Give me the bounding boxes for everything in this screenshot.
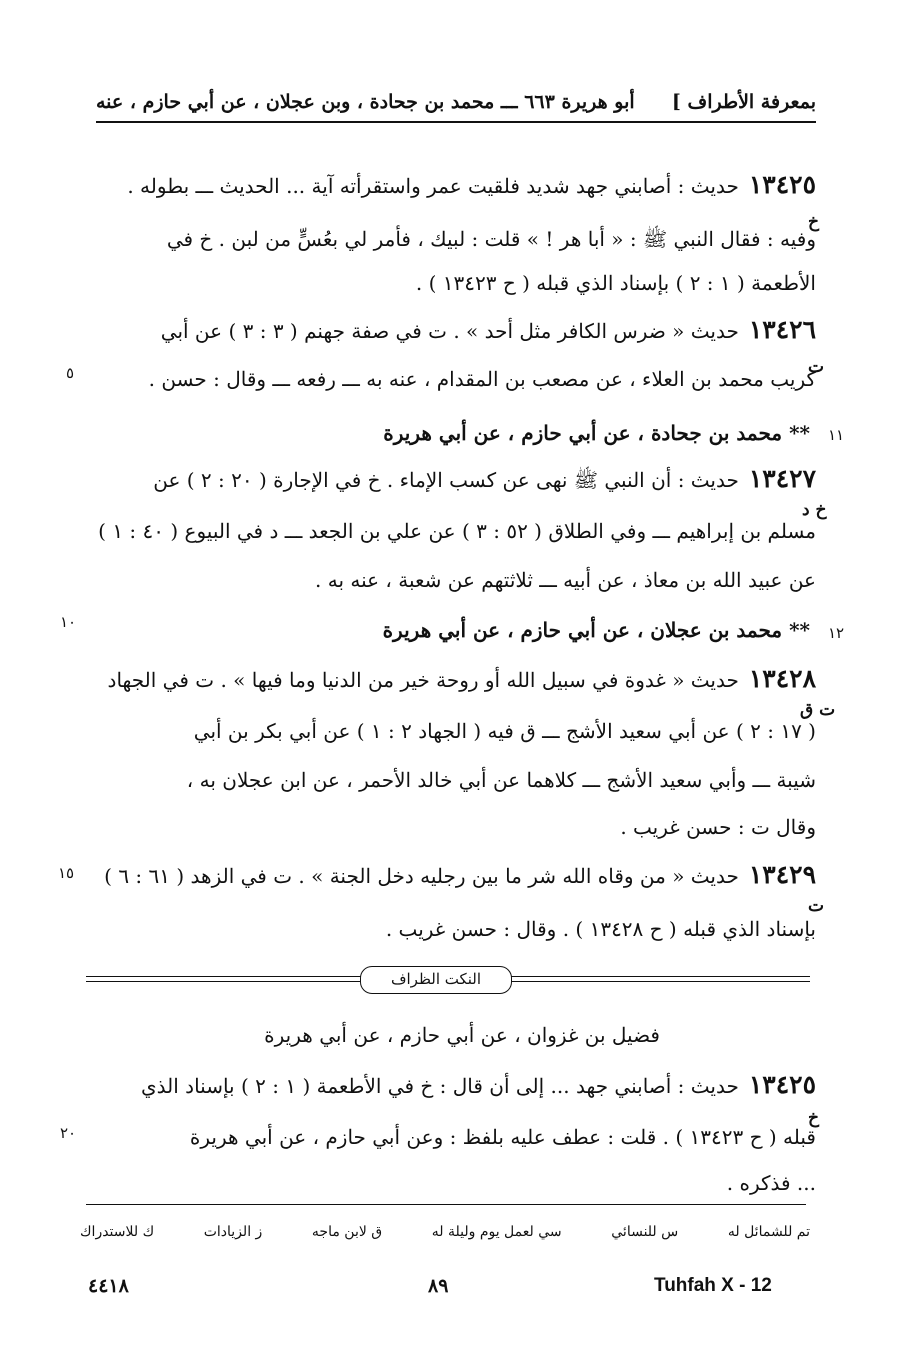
abbreviation-key bbox=[80, 1224, 810, 1240]
header-center: أبو هريرة ٦٦٣ ـــ محمد بن جحادة ، وبن عجلان ، عن أبي حازم ، عنه bbox=[96, 91, 635, 113]
hadith-line bbox=[141, 1070, 816, 1100]
separator-rule bbox=[86, 981, 362, 982]
margin-line-number: ١٠ bbox=[60, 613, 77, 631]
hadith-line bbox=[620, 812, 816, 842]
hadith-text: كريب محمد بن العلاء ، عن مصعب بن المقدام ، عنه به ـــ رفعه ـــ وقال : حسن . bbox=[148, 367, 816, 391]
hadith-line bbox=[149, 364, 816, 394]
hadith-text: ... فذكره . bbox=[726, 1171, 816, 1195]
hadith-text: ( ١٧ : ٢ ) عن أبي سعيد الأشج ـــ ق فيه ( الجهاد ٢ : ١ ) عن أبي بكر بن أبي bbox=[193, 719, 816, 743]
hadith-line bbox=[386, 914, 816, 944]
hadith-line bbox=[127, 170, 816, 200]
hadith-text: وقال ت : حسن غريب . bbox=[620, 815, 816, 839]
page-number: ٨٩ bbox=[428, 1275, 449, 1297]
separator-rule bbox=[508, 981, 810, 982]
siglum: خ bbox=[808, 212, 819, 232]
margin-line-number: ٥ bbox=[66, 364, 75, 382]
hadith-number: ١٣٤٢٥ bbox=[748, 1070, 816, 1099]
hadith-line bbox=[104, 860, 816, 890]
hadith-line bbox=[727, 1168, 816, 1198]
chain-heading bbox=[383, 615, 810, 645]
header-title: بمعرفة الأطراف ] bbox=[671, 91, 816, 113]
chain-heading-text: ** محمد بن عجلان ، عن أبي حازم ، عن أبي هريرة bbox=[382, 618, 810, 642]
siglum: خ د bbox=[802, 500, 827, 520]
footer-left-number: ٤٤١٨ bbox=[88, 1275, 129, 1297]
hadith-line bbox=[153, 464, 816, 494]
hadith-line bbox=[416, 268, 816, 298]
margin-line-number: ٢٠ bbox=[60, 1124, 77, 1142]
separator-rule bbox=[86, 976, 362, 977]
hadith-number: ١٣٤٢٧ bbox=[748, 464, 816, 493]
hadith-line bbox=[187, 765, 816, 795]
abbreviation: سي لعمل يوم وليلة له bbox=[431, 1224, 562, 1240]
abbreviation: س للنسائي bbox=[611, 1224, 679, 1240]
margin-entry-number: ١١ bbox=[828, 426, 845, 444]
hadith-text: عن عبيد الله بن معاذ ، عن أبيه ـــ ثلاثتهم عن شعبة ، عنه به . bbox=[315, 568, 816, 592]
hadith-text: حديث « ضرس الكافر مثل أحد » . ت في صفة جهنم ( ٣ : ٣ ) عن أبي bbox=[160, 319, 739, 343]
hadith-text: حديث : أن النبي ﷺ نهى عن كسب الإماء . خ في الإجارة ( ٢٠ : ٢ ) عن bbox=[153, 468, 739, 492]
chain-heading bbox=[383, 418, 810, 448]
abbreviation: تم للشمائل له bbox=[727, 1224, 810, 1240]
siglum: ت bbox=[808, 896, 825, 916]
hadith-text: حديث : أصابني جهد شديد فلقيت عمر واستقرأته آية ... الحديث ـــ بطوله . bbox=[127, 174, 739, 198]
hadith-number: ١٣٤٢٦ bbox=[748, 315, 816, 344]
hadith-line bbox=[190, 1122, 816, 1152]
abbreviation: ز الزيادات bbox=[203, 1224, 263, 1240]
hadith-text: بإسناد الذي قبله ( ح ١٣٤٢٨ ) . وقال : حسن غريب . bbox=[385, 917, 816, 941]
footer-volume-label: Tuhfah X - 12 bbox=[654, 1275, 772, 1296]
header-rule bbox=[96, 121, 816, 123]
chain-heading bbox=[264, 1020, 660, 1050]
siglum: ت bbox=[808, 357, 825, 377]
chain-heading-text: فضيل بن غزوان ، عن أبي حازم ، عن أبي هريرة bbox=[264, 1023, 660, 1047]
separator-label: النكت الظراف bbox=[360, 966, 512, 994]
hadith-text: قبله ( ح ١٣٤٢٣ ) . قلت : عطف عليه بلفظ : وعن أبي حازم ، عن أبي هريرة bbox=[189, 1125, 816, 1149]
hadith-text: شيبة ـــ وأبي سعيد الأشج ـــ كلاهما عن أبي خالد الأحمر ، عن ابن عجلان به ، bbox=[186, 768, 816, 792]
margin-line-number: ١٥ bbox=[58, 864, 75, 882]
hadith-line bbox=[161, 315, 816, 345]
hadith-line bbox=[194, 716, 816, 746]
abbreviation: ق لابن ماجه bbox=[311, 1224, 383, 1240]
hadith-number: ١٣٤٢٥ bbox=[748, 170, 816, 199]
margin-entry-number: ١٢ bbox=[828, 624, 845, 642]
hadith-number: ١٣٤٢٨ bbox=[748, 664, 816, 693]
hadith-text: حديث « من وقاه الله شر ما بين رجليه دخل الجنة » . ت في الزهد ( ٦١ : ٦ ) bbox=[104, 864, 739, 888]
hadith-text: مسلم بن إبراهيم ـــ وفي الطلاق ( ٥٢ : ٣ ) عن علي بن الجعد ـــ د في البيوع ( ٤٠ : ١ ) bbox=[98, 519, 816, 543]
footnote-rule bbox=[86, 1204, 806, 1205]
hadith-text: الأطعمة ( ١ : ٢ ) بإسناد الذي قبله ( ح ١٣٤٢٣ ) . bbox=[415, 271, 816, 295]
hadith-text: وفيه : فقال النبي ﷺ : « أبا هر ! » قلت : لبيك ، فأمر لي بعُسٍّ من لبن . خ في bbox=[166, 227, 816, 251]
abbreviation: ك للاستدراك bbox=[80, 1224, 155, 1240]
hadith-text: حديث : أصابني جهد ... إلى أن قال : خ في الأطعمة ( ١ : ٢ ) بإسناد الذي bbox=[141, 1074, 739, 1098]
running-header bbox=[96, 84, 816, 120]
hadith-line bbox=[315, 565, 816, 595]
siglum: ت ق bbox=[800, 700, 836, 720]
siglum: خ bbox=[808, 1108, 819, 1128]
chain-heading-text: ** محمد بن جحادة ، عن أبي حازم ، عن أبي هريرة bbox=[383, 421, 810, 445]
hadith-line bbox=[167, 224, 816, 254]
separator-rule bbox=[508, 976, 810, 977]
hadith-line bbox=[98, 516, 816, 546]
hadith-line bbox=[108, 664, 816, 694]
hadith-text: حديث « غدوة في سبيل الله أو روحة خير من الدنيا وما فيها » . ت في الجهاد bbox=[107, 668, 739, 692]
hadith-number: ١٣٤٢٩ bbox=[748, 860, 816, 889]
